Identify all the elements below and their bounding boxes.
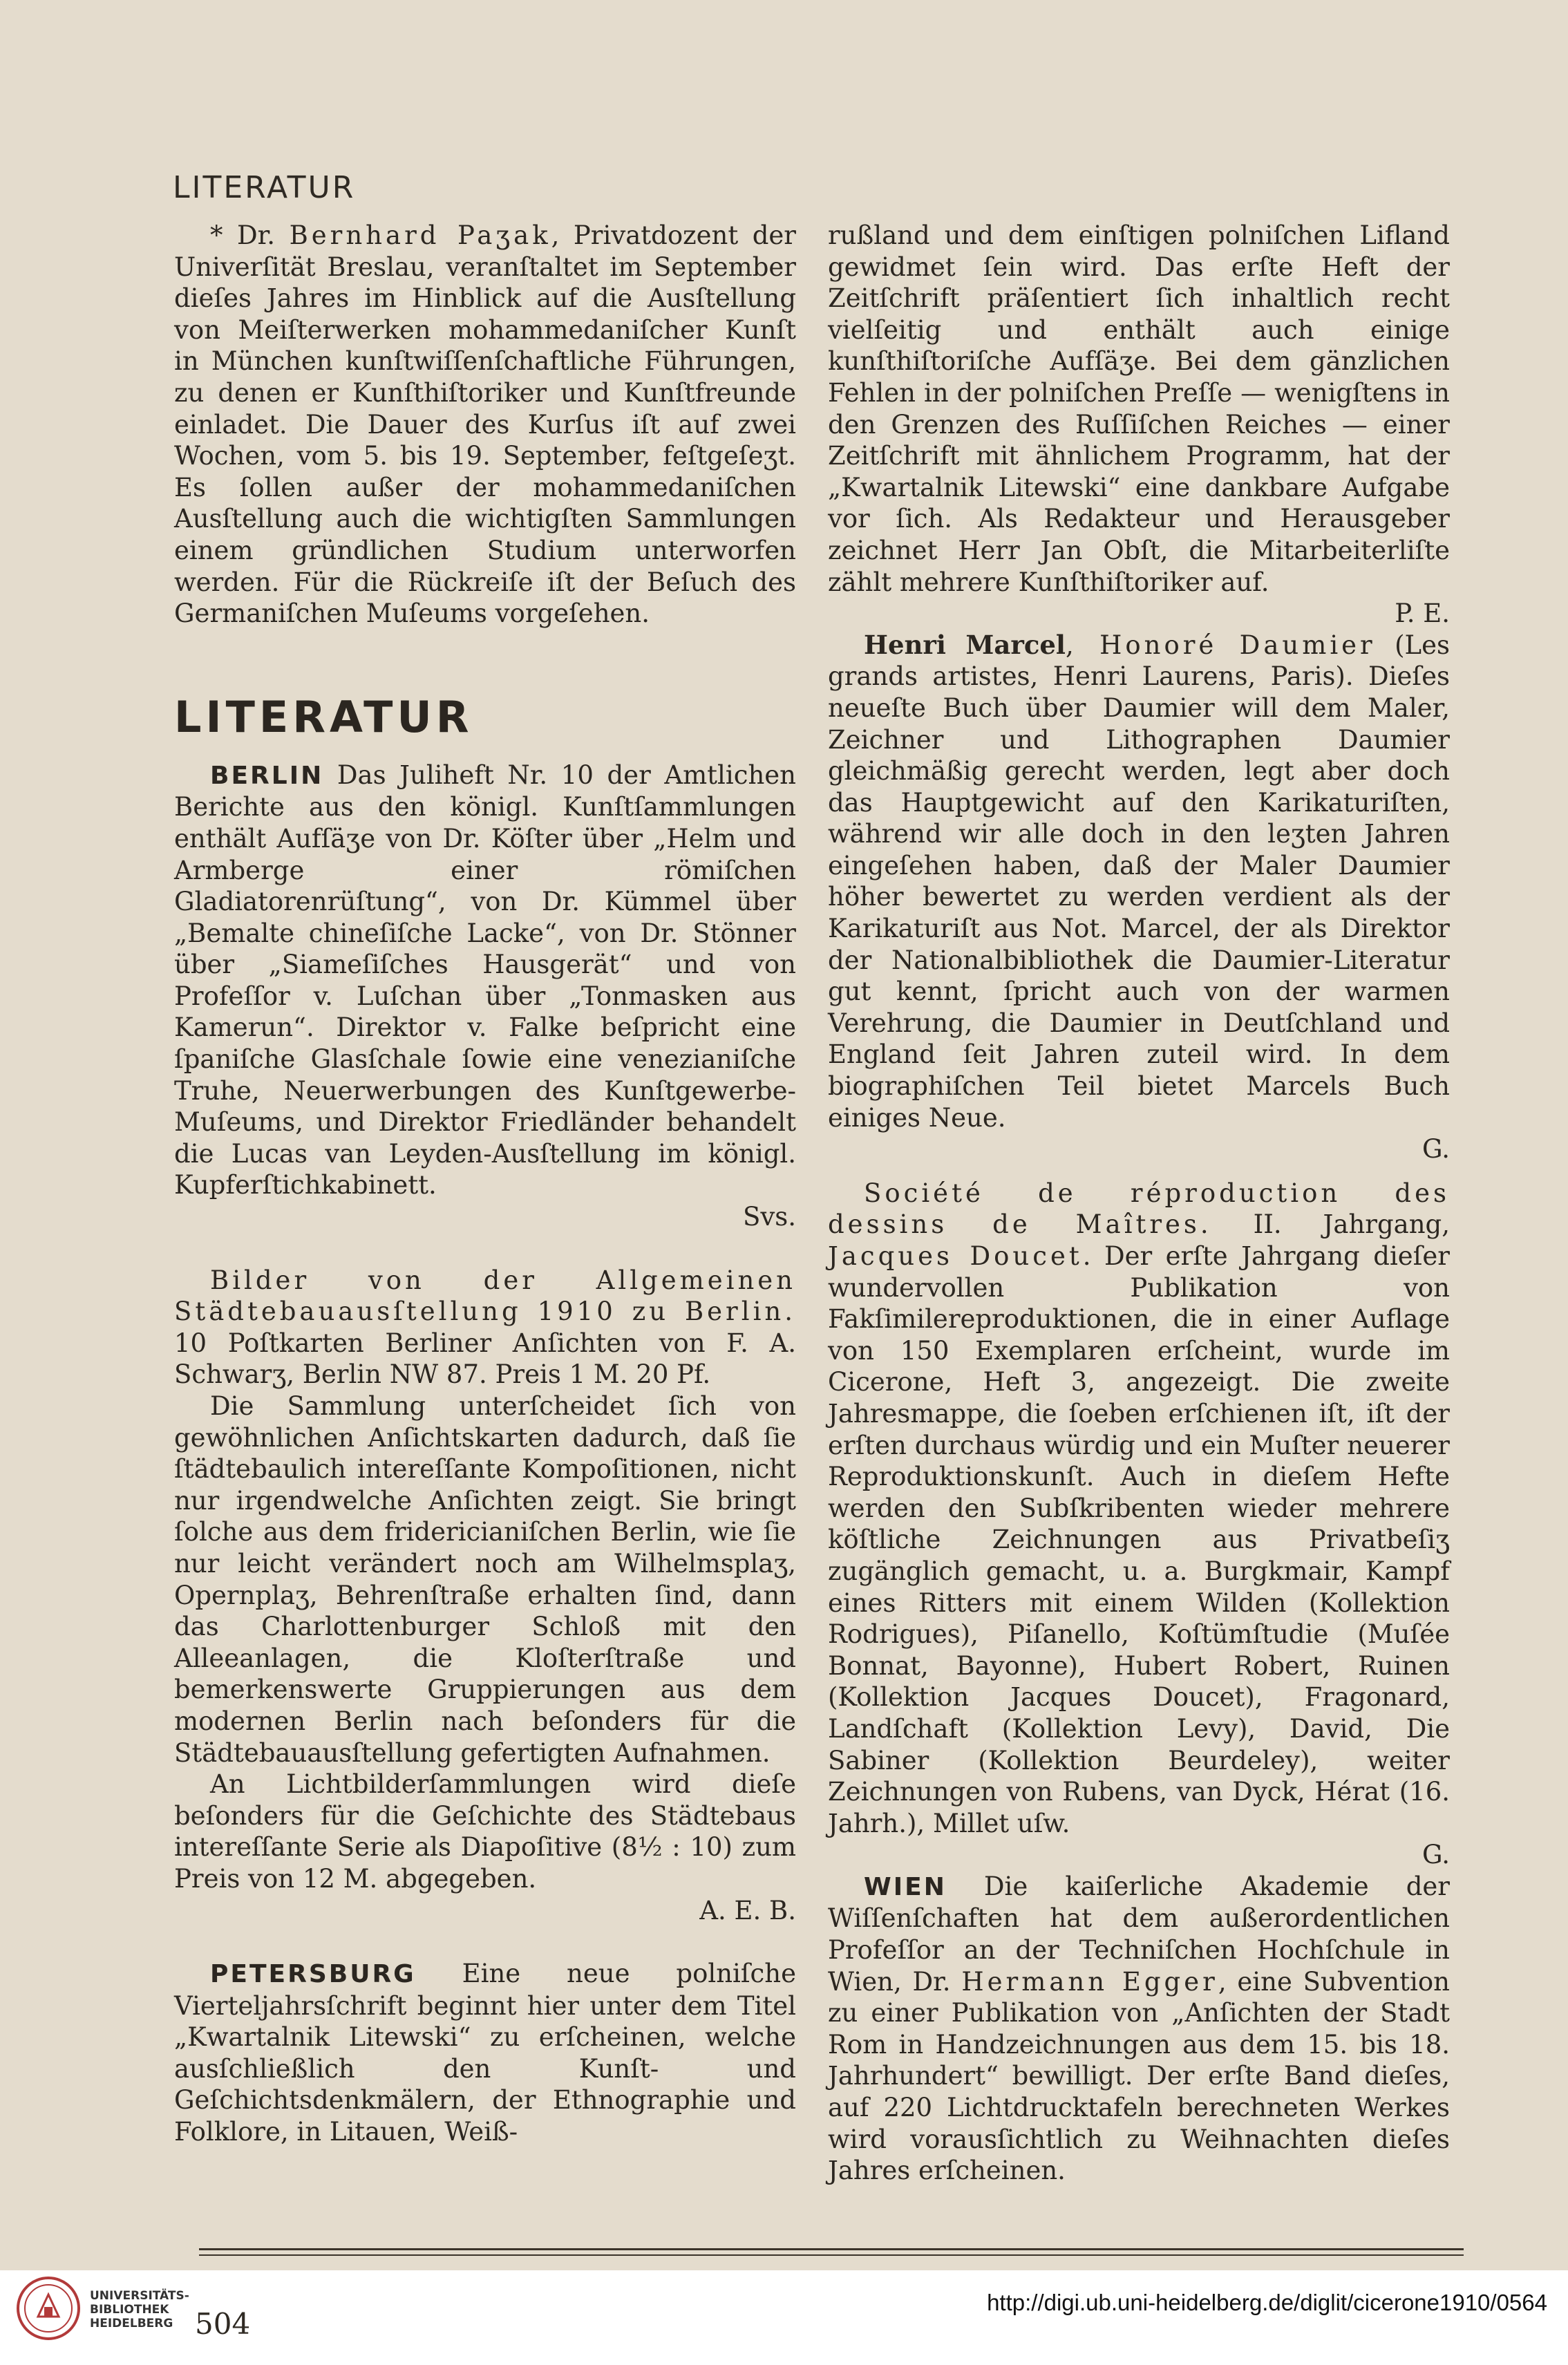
societe-paragraph: Société de réproduction des dessins de Maîtres. II. Jahrgang, Jacques Doucet. Der erſte Jahrgang dieſer wundervollen Publikation von Fakſimilereproduktionen, die in einer Auflage von 150 Exemplaren erſcheint, wurde im Cicerone, Heft 3, angezeigt. Die zweite Jahresmappe, die ſoeben erſchienen iſt, iſt der erſten durchaus würdig und ein Muſter neuerer Reproduktionskunſt. Auch in dieſem Hefte werden den Subſkribenten wieder mehrere köſtliche Zeichnungen aus Privatbeſiʒ zugänglich gemacht, u. a. Burgkmair, Kampf eines Ritters mit einem Wilden (Kollektion Rodrigues), Piſanello, Koſtümſtudie (Muſée Bonnat, Bayonne), Hubert Robert, Ruinen (Kollektion Jacques Doucet), Fragonard, Landſchaft (Kollektion Levy), David, Die Sabiner (Kollektion Beurdeley), weiter Zeichnungen von Rubens, van Dyck, Hérat (16. Jahrh.), Millet uſw. — [828, 1178, 1450, 1838]
library-name: UNIVERSITÄTS- BIBLIOTHEK HEIDELBERG — [90, 2289, 189, 2330]
place-petersburg: PETERSBURG — [210, 1960, 416, 1989]
source-url[interactable]: http://digi.ub.uni-heidelberg.de/diglit/cicerone1910/0564 — [987, 2290, 1547, 2315]
wien-paragraph: WIEN Die kaiſerliche Akademie der Wiſſenſchaften hat dem außerordentlichen Profeſſor an der Techniſchen Hochſchule in Wien, Dr. Hermann Egger, eine Subvention zu einer Publikation von „Anſichten der Stadt Rom in Handzeichnungen aus dem 15. bis 18. Jahrhundert“ bewilligt. Der erſte Band dieſes, auf 220 Lichtdrucktafeln berechneten Werkes wird vorausſichtlich zu Weihnachten dieſes Jahres erſcheinen. — [828, 1871, 1450, 2186]
bilder-title: Bilder von der Allgemeinen Städtebauausſtellung 1910 zu Berlin. — [174, 1265, 796, 1327]
right-column — [828, 220, 1450, 2187]
signature-svs: Svs. — [743, 1202, 796, 1232]
bilder-paragraph-3: An Lichtbilderſammlungen wird dieſe beſonders für die Geſchichte des Städtebaus intereſſante Serie als Diapoſitive (8½ : 10) zum Preis von 12 M. abgegeben. — [174, 1769, 796, 1894]
signature-g2: G. — [1422, 1840, 1450, 1870]
wien-person-name: Hermann Egger — [961, 1966, 1218, 1997]
signature-pe: P. E. — [1395, 599, 1450, 629]
place-wien: WIEN — [864, 1872, 947, 1901]
petersburg-continuation: rußland und dem einſtigen polniſchen Lifland gewidmet ſein wird. Das erſte Heft der Zeitſchrift präſentiert ſich inhaltlich recht vielſeitig und enthält auch einige kunſthiſtoriſche Aufſäʒe. Bei dem gänzlichen Fehlen in der polniſchen Preſſe — wenigſtens in den Grenzen des Ruſſiſchen Reiches — einer Zeitſchrift mit ähnlichem Programm, hat der „Kwartalnik Litewski“ eine dankbare Aufgabe vor ſich. Als Redakteur und Herausgeber zeichnet Herr Jan Obſt, die Mitarbeiterliſte zählt mehrere Kunſthiſtoriker auf. — [828, 220, 1450, 597]
person-name: Bernhard Paʒak — [289, 220, 551, 250]
signature-aeb: A. E. B. — [699, 1895, 796, 1925]
petersburg-paragraph: PETERSBURG Eine neue polniſche Vierteljahrsſchrift beginnt hier unter dem Titel „Kwartalnik Litewski“ zu erſcheinen, welche ausſchließlich den Kunſt- und Geſchichtsdenkmälern, der Ethnographie und Folklore, in Litauen, Weiß- — [174, 1959, 796, 2147]
bottom-rule-thin — [199, 2254, 1464, 2256]
university-seal-icon — [14, 2274, 83, 2343]
bottom-rule — [199, 2248, 1464, 2250]
running-head: LITERATUR — [173, 170, 356, 205]
signature-g1: G. — [1422, 1134, 1450, 1165]
societe-publisher: Jacques Doucet — [828, 1241, 1083, 1271]
page-number: 504 — [195, 2307, 251, 2341]
bilder-paragraph-2: Die Sammlung unterſcheidet ſich von gewöhnlichen Anſichtskarten dadurch, daß ſie ſtädtebaulich intereſſante Kompoſitionen, nicht nur irgendwelche Anſichten zeigt. Sie bringt ſolche aus dem fridericianiſchen Berlin, wie ſie nur leicht verändert noch am Wilhelmsplaʒ, Opernplaʒ, Behrenſtraße erhalten ſind, dann das Charlottenburger Schloß mit den Alleeanlagen, die Kloſterſtraße und bemerkenswerte Gruppierungen aus dem modernen Berlin nach beſonders für die Städtebauausſtellung gefertigten Aufnahmen. — [174, 1391, 796, 1768]
section-heading: LITERATUR — [174, 691, 473, 742]
place-berlin: BERLIN — [210, 761, 324, 790]
intro-paragraph: * Dr. Bernhard Paʒak, Privatdozent der Univerſität Breslau, veranſtaltet im September dieſes Jahres im Hinblick auf die Ausſtellung von Meiſterwerken mohammedaniſcher Kunſt in München kunſtwiſſenſchaftliche Führungen, zu denen er Kunſthiſtoriker und Kunſtfreunde einladet. Die Dauer des Kurſus iſt auf zwei Wochen, vom 5. bis 19. September, feſtgeſeʒt. Es ſollen außer der mohammedaniſchen Ausſtellung auch die wichtigſten Sammlungen einem gründlichen Studium unterworfen werden. Für die Rückreiſe iſt der Beſuch des Germaniſchen Muſeums vorgeſehen. — [174, 220, 796, 629]
left-column — [174, 220, 796, 2148]
marcel-author: Henri Marcel — [864, 629, 1066, 660]
marcel-title: , Honoré Daumier — [1065, 630, 1376, 660]
marcel-paragraph: Henri Marcel, Honoré Daumier (Les grands artistes, Henri Laurens, Paris). Dieſes neueſte Buch über Daumier will dem Maler, Zeichner und Lithographen Daumier gleichmäßig gerecht werden, legt aber doch das Hauptgewicht auf den Karikaturiſten, während wir alle doch in den leʒten Jahren eingeſehen haben, daß der Maler Daumier höher bewertet zu werden verdient als der Karikaturiſt aus Not. Marcel, der als Direktor der Nationalbibliothek die Daumier-Literatur gut kennt, ſpricht auch von der warmen Verehrung, die Daumier in Deutſchland und England ſeit Jahren zuteil wird. In dem biographiſchen Teil bietet Marcels Buch einiges Neue. — [828, 629, 1450, 1133]
berlin-paragraph: BERLIN Das Juliheft Nr. 10 der Amtlichen Berichte aus den königl. Kunſtſammlungen enthält Aufſäʒe von Dr. Köſter über „Helm und Armberge einer römiſchen Gladiatorenrüſtung“, von Dr. Kümmel über „Bemalte chineſiſche Lacke“, von Dr. Stönner über „Siameſiſches Hausgerät“ und von Profeſſor v. Luſchan über „Tonmasken aus Kamerun“. Direktor v. Falke beſpricht eine ſpaniſche Glasſchale ſowie eine venezianiſche Truhe, Neuerwerbungen des Kunſtgewerbe-Muſeums, und Direktor Friedländer behandelt die Lucas van Leyden-Ausſtellung im königl. Kupferſtichkabinett. — [174, 760, 796, 1200]
bilder-paragraph: Bilder von der Allgemeinen Städtebauausſtellung 1910 zu Berlin. 10 Poſtkarten Berliner Anſichten von F. A. Schwarʒ, Berlin NW 87. Preis 1 M. 20 Pf. — [174, 1265, 796, 1390]
societe-title: Société de réproduction des dessins de Maîtres. — [828, 1178, 1450, 1240]
